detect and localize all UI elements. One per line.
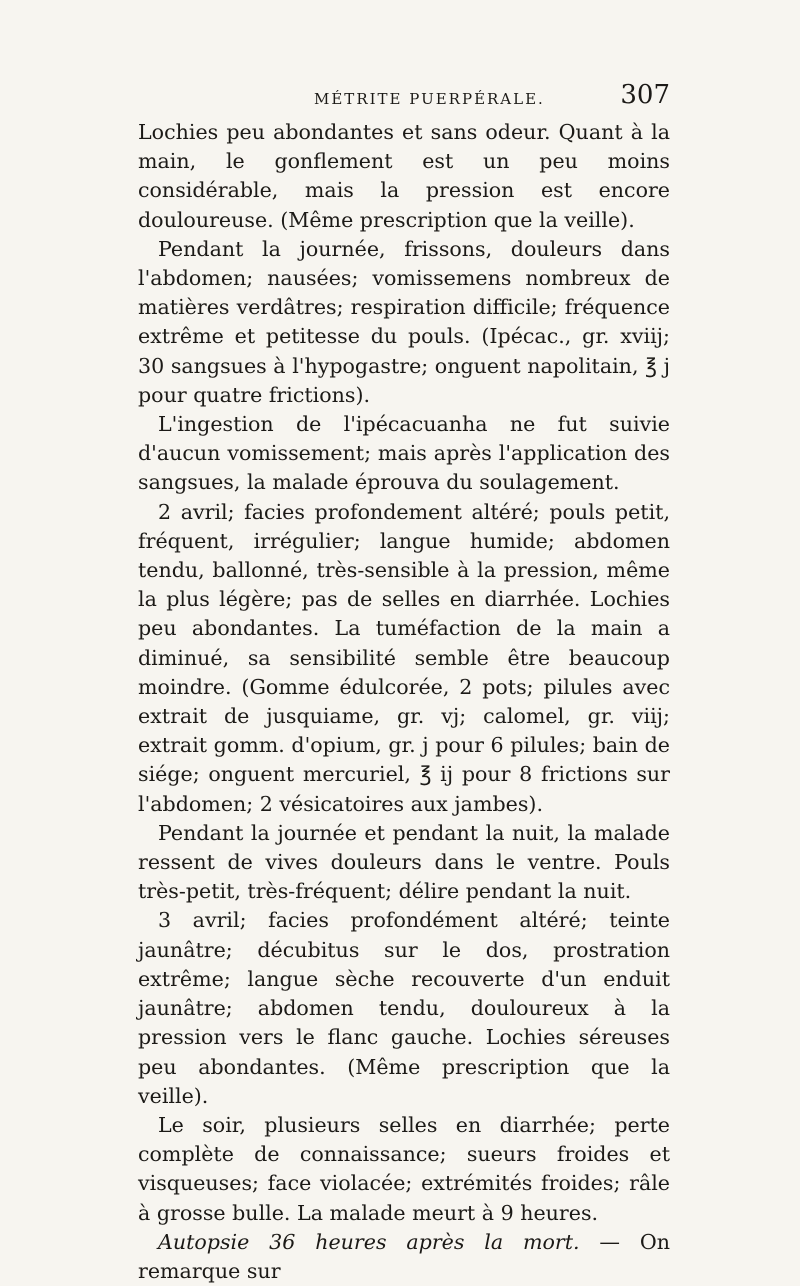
autopsy-heading: Autopsie 36 heures après la mort.: [158, 1229, 580, 1254]
paragraph-1: Lochies peu abondantes et sans odeur. Quant à la main, le gonflement est un peu moins considérable, mais la pression est encore douloureuse. (Même prescription que la veille).: [138, 120, 670, 232]
body-text: [138, 118, 670, 1286]
running-head: [138, 80, 670, 116]
paragraph-7: Le soir, plusieurs selles en diarrhée; perte complète de connaissance; sueurs froides et visqueuses; face violacée; extrémités froides; râle à grosse bulle. La malade meurt à 9 heures.: [138, 1112, 670, 1225]
paragraph-8: [138, 1228, 670, 1286]
paragraph-4: 2 avril; facies profondement altéré; pouls petit, fréquent, irrégulier; langue humide; abdomen tendu, ballonné, très-sensible à la pression, même la plus légère; pas de selles en diarrhée. Lochies peu abondantes. La tuméfaction de la main a diminué, sa sensibilité semble être beaucoup moindre. (Gomme édulcorée, 2 pots; pilules avec extrait de jusquiame, gr. vj; calomel, gr. viij; extrait gomm. d'opium, gr. j pour 6 pilules; bain de siége; onguent mercuriel, ℥ ij pour 8 frictions sur l'abdomen; 2 vésicatoires aux jambes).: [138, 499, 670, 816]
paragraph-6: 3 avril; facies profondément altéré; teinte jaunâtre; décubitus sur le dos, prostration extrême; langue sèche recouverte d'un enduit jaunâtre; abdomen tendu, douloureux à la pression vers le flanc gauche. Lochies séreuses peu abondantes. (Même prescription que la veille).: [138, 908, 670, 1108]
autopsy-text: — On remarque sur: [138, 1229, 670, 1283]
paragraph-5: Pendant la journée et pendant la nuit, la malade ressent de vives douleurs dans le ventre. Pouls très-petit, très-fréquent; délire pendant la nuit.: [138, 820, 670, 904]
page-number: 307: [620, 80, 670, 110]
paragraph-3: L'ingestion de l'ipécacuanha ne fut suivie d'aucun vomissement; mais après l'application des sangsues, la malade éprouva du soulagement.: [138, 412, 670, 495]
paragraph-2: Pendant la journée, frissons, douleurs dans l'abdomen; nausées; vomissemens nombreux de matières verdâtres; respiration difficile; fréquence extrême et petitesse du pouls. (Ipécac., gr. xviij; 30 sangsues à l'hypogastre; onguent napolitain, ℥ j pour quatre frictions).: [138, 236, 670, 407]
running-title: MÉTRITE PUERPÉRALE.: [314, 90, 545, 108]
